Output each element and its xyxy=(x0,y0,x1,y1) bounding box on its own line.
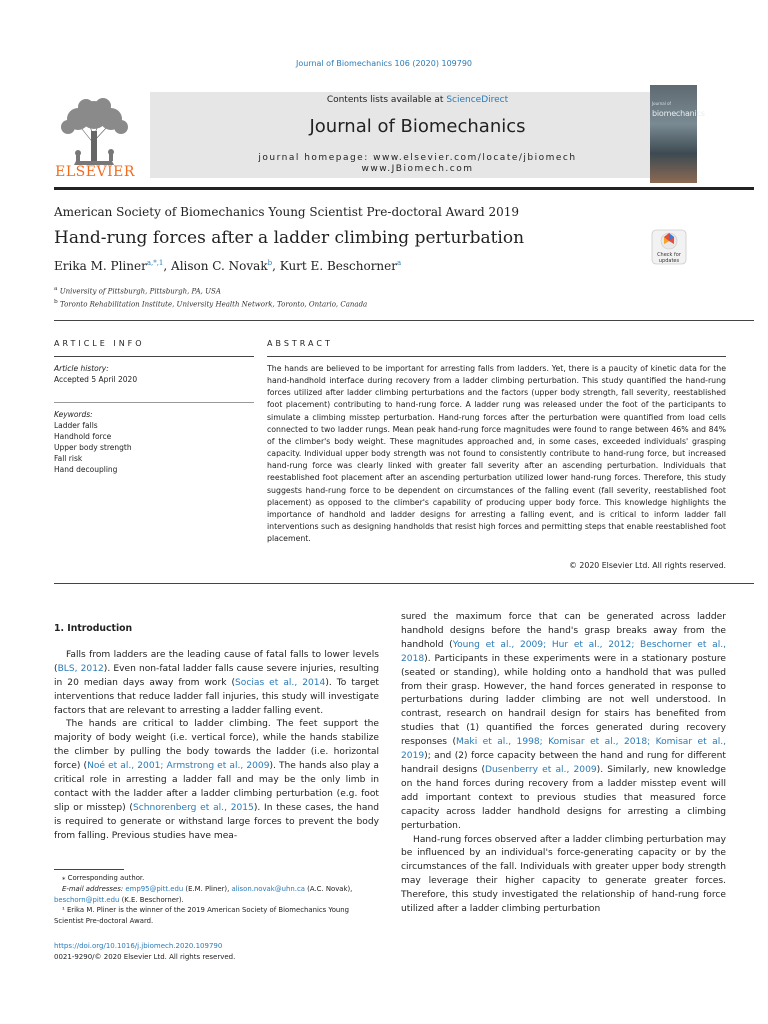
article-info-label: ARTICLE INFO xyxy=(54,339,145,348)
award-footnote: ¹ Erika M. Pliner is the winner of the 2019 American Society of Biomechanics Young Scientist Pre-doctoral Award. xyxy=(54,906,350,926)
affil-marker: a xyxy=(54,286,58,292)
abstract-copyright: © 2020 Elsevier Ltd. All rights reserved. xyxy=(569,561,726,570)
citation-link[interactable]: Maki et al., 1998; Komisar et al., 2018; Komisar et al., 2019 xyxy=(401,737,726,762)
affil-marker: b xyxy=(54,299,58,306)
homepage-line-1[interactable]: journal homepage: www.elsevier.com/locate/jbiomech xyxy=(258,153,577,163)
divider xyxy=(54,583,754,584)
author-name: Alison C. Novak xyxy=(171,259,268,273)
header-rule xyxy=(54,187,754,190)
journal-citation-link[interactable]: Journal of Biomechanics 106 (2020) 109790 xyxy=(295,59,473,68)
body-text: The hands are critical to ladder climbing. The feet support the majority of body weight (i.e. vertical force), while the hands stabilize the climber by pulling the body towards the ladder (i.e. horizontal force) ( xyxy=(54,719,379,772)
body-text: ). Even non-fatal ladder falls cause severe injuries, resulting in 20 median days away from work ( xyxy=(54,663,379,688)
author-separator: , xyxy=(163,259,172,273)
article-history xyxy=(54,363,137,385)
cover-subtitle: Journal of xyxy=(652,101,671,106)
keywords xyxy=(54,409,132,475)
email-link[interactable]: emp95@pitt.edu xyxy=(125,884,184,893)
journal-title: Journal of Biomechanics xyxy=(309,116,526,137)
body-text: Hand-rung forces observed after a ladder climbing perturbation may be influenced by an individual's force-generating capacity or by the circumstances of the fall. Individuals with greater upper body strength may leverage their higher capacity to generate greater forces. Therefore, this study investigated the relationship of hand-rung force utilized after a ladder climbing perturbation xyxy=(401,834,726,915)
crossmark-label[interactable]: Check for updates xyxy=(657,252,681,264)
citation-link[interactable]: Socias et al., 2014 xyxy=(235,677,326,688)
footnote-rule xyxy=(54,869,124,870)
author-2 xyxy=(171,259,280,273)
email-addresses xyxy=(54,884,379,906)
intro-paragraph-1 xyxy=(54,649,379,719)
divider xyxy=(267,356,726,357)
section-heading: 1. Introduction xyxy=(54,623,133,634)
author-name: Erika M. Pliner xyxy=(54,259,147,273)
author-3 xyxy=(280,259,401,273)
doi-link[interactable]: https://doi.org/10.1016/j.jbiomech.2020.109790 xyxy=(54,942,223,950)
email-owner: (K.E. Beschorner). xyxy=(119,895,184,904)
affil-text: Toronto Rehabilitation Institute, University Health Network, Toronto, Ontario, Canada xyxy=(59,300,368,309)
citation-link[interactable]: BLS, 2012 xyxy=(57,663,104,674)
intro-paragraph-4 xyxy=(401,834,726,917)
body-text: ). Participants in these experiments were in a stationary posture (seated or standing), while holding onto a handhold that was pulled from their grasp. However, the hand forces generated in response to perturbations during ladder climbing are not well understood. In contrast, research on handrail design for stairs has benefited from studies that (1) quantified the forces generated during recovery responses ( xyxy=(401,653,726,748)
keyword: Upper body strength xyxy=(54,443,132,452)
author-affil-sup[interactable]: a xyxy=(397,259,402,267)
email-owner: (E.M. Pliner), xyxy=(183,884,232,893)
divider xyxy=(54,320,754,321)
award-line: American Society of Biomechanics Young Scientist Pre-doctoral Award 2019 xyxy=(54,205,519,219)
body-text: ); and (2) force capacity between the hand and rung for different handrail designs ( xyxy=(401,751,726,775)
citation-link[interactable]: Dusenberry et al., 2009 xyxy=(485,764,597,775)
email-owner: (A.C. Novak), xyxy=(304,884,353,893)
cover-title: biomechanics xyxy=(652,109,705,118)
body-text: sured the maximum force that can be generated across ladder handhold designs before the hand's grasp breaks away from the handhold ( xyxy=(401,612,726,650)
accepted-date: Accepted 5 April 2020 xyxy=(54,375,138,384)
body-text: ). In these cases, the hand is required to generate or withstand large forces to prevent the body from falling. Previous studies have mea- xyxy=(54,802,379,841)
divider xyxy=(54,356,254,357)
journal-cover-thumbnail xyxy=(650,85,705,183)
affiliations xyxy=(54,284,367,311)
contents-line xyxy=(150,95,685,105)
sciencedirect-link[interactable]: ScienceDirect xyxy=(446,95,509,105)
divider xyxy=(54,402,254,403)
author-1 xyxy=(54,259,171,273)
author-affil-sup[interactable]: b xyxy=(267,259,273,267)
email-link[interactable]: alison.novak@uhn.ca xyxy=(231,884,305,893)
keywords-heading: Keywords: xyxy=(54,410,93,419)
affiliation-a xyxy=(54,284,367,297)
contents-prefix: Contents lists available at xyxy=(326,95,447,105)
body-column-left xyxy=(54,611,379,844)
footnotes xyxy=(54,873,379,927)
intro-paragraph-3 xyxy=(401,611,726,834)
affil-text: University of Pittsburgh, Pittsburgh, PA, USA xyxy=(59,287,221,296)
abstract-label: ABSTRACT xyxy=(267,339,333,348)
abstract-text: The hands are believed to be important for arresting falls from ladders. Yet, there is a paucity of kinetic data for the hand-handhold interface during recovery from a ladder climbing perturbation. This study quantified the hand-rung forces utilized after ladder climbing perturbations and the factors (upper body strength, fall severity, reestablished foot placement) contributing to hand-rung force. A ladder rung was released under the foot of the participants to simulate a climbing misstep perturbation. Hand-rung forces after the perturbation were quantified from load cells connected to two ladder rungs. Mean peak hand-rung force magnitudes were found to range between 46% and 84% of the climber's body weight. These magnitudes approached and, in some cases, exceeded individuals' grasping capacity. Individual upper body strength was not found to consistently contribute to hand-rung force, but increased hand-rung force was clearly linked with greater fall severity after an ascending perturbation. Individuals that reestablished foot placement after an ascending perturbation utilized lower hand-rung forces. Therefore, this study suggests hand-rung force to be dependent on circumstances of the falling event (fall severity, reestablished foot placement) as opposed to the climber's capability of producing upper body force. This knowledge highlights the importance of handhold and ladder designs for arresting a falling event, and is critical to inform ladder fall interventions such as designing handholds that resist high forces and permitting steps that enable reestablished foot placement. xyxy=(267,364,726,544)
journal-header xyxy=(54,85,754,185)
email-link[interactable]: beschorn@pitt.edu xyxy=(54,895,120,904)
intro-paragraph-2 xyxy=(54,718,379,843)
author-affil-sup[interactable]: a,*,1 xyxy=(146,259,164,267)
body-text: ). The hands also play a critical role in arresting a ladder fall and may be the only limb in contact with the ladder after a ladder climbing perturbation (e.g. foot slip or misstep) ( xyxy=(54,761,379,813)
doi-block xyxy=(54,941,235,963)
author-separator: , xyxy=(272,259,280,273)
keyword: Fall risk xyxy=(54,454,83,463)
article-title: Hand-rung forces after a ladder climbing perturbation xyxy=(54,228,525,248)
author-name: Kurt E. Beschorner xyxy=(279,259,397,273)
citation-link[interactable]: Schnorenberg et al., 2015 xyxy=(132,802,254,813)
body-column-right xyxy=(401,611,726,917)
body-text: ). To target interventions that reduce ladder fall injuries, this study will investigate factors that are relevant to arresting a ladder falling event. xyxy=(54,677,379,716)
keyword: Handhold force xyxy=(54,432,112,441)
corresponding-author-note: ⁎ Corresponding author. xyxy=(62,874,145,882)
email-label: E-mail addresses: xyxy=(62,884,124,893)
issn-copyright: 0021-9290/© 2020 Elsevier Ltd. All rights reserved. xyxy=(54,953,236,961)
journal-header-band xyxy=(150,92,685,178)
journal-homepage[interactable] xyxy=(150,153,685,175)
keyword: Hand decoupling xyxy=(54,465,118,474)
history-heading: Article history: xyxy=(54,364,109,373)
body-text: ). Similarly, new knowledge on the hand forces during recovery from a ladder misstep event will add important context to previous studies that measured force capacity across ladder handhold designs for arresting a climbing perturbation. xyxy=(401,764,726,831)
keyword: Ladder falls xyxy=(54,421,98,430)
citation-link[interactable]: Noé et al., 2001; Armstrong et al., 2009 xyxy=(87,761,270,772)
citation-link[interactable]: Young et al., 2009; Hur et al., 2012; Beschorner et al., 2018 xyxy=(401,639,726,664)
affiliation-b xyxy=(54,297,367,310)
body-text: Falls from ladders are the leading cause of fatal falls to lower levels ( xyxy=(54,649,379,674)
homepage-line-2[interactable]: www.JBiomech.com xyxy=(361,164,474,174)
author-list xyxy=(54,259,401,273)
elsevier-wordmark: ELSEVIER xyxy=(55,164,135,180)
